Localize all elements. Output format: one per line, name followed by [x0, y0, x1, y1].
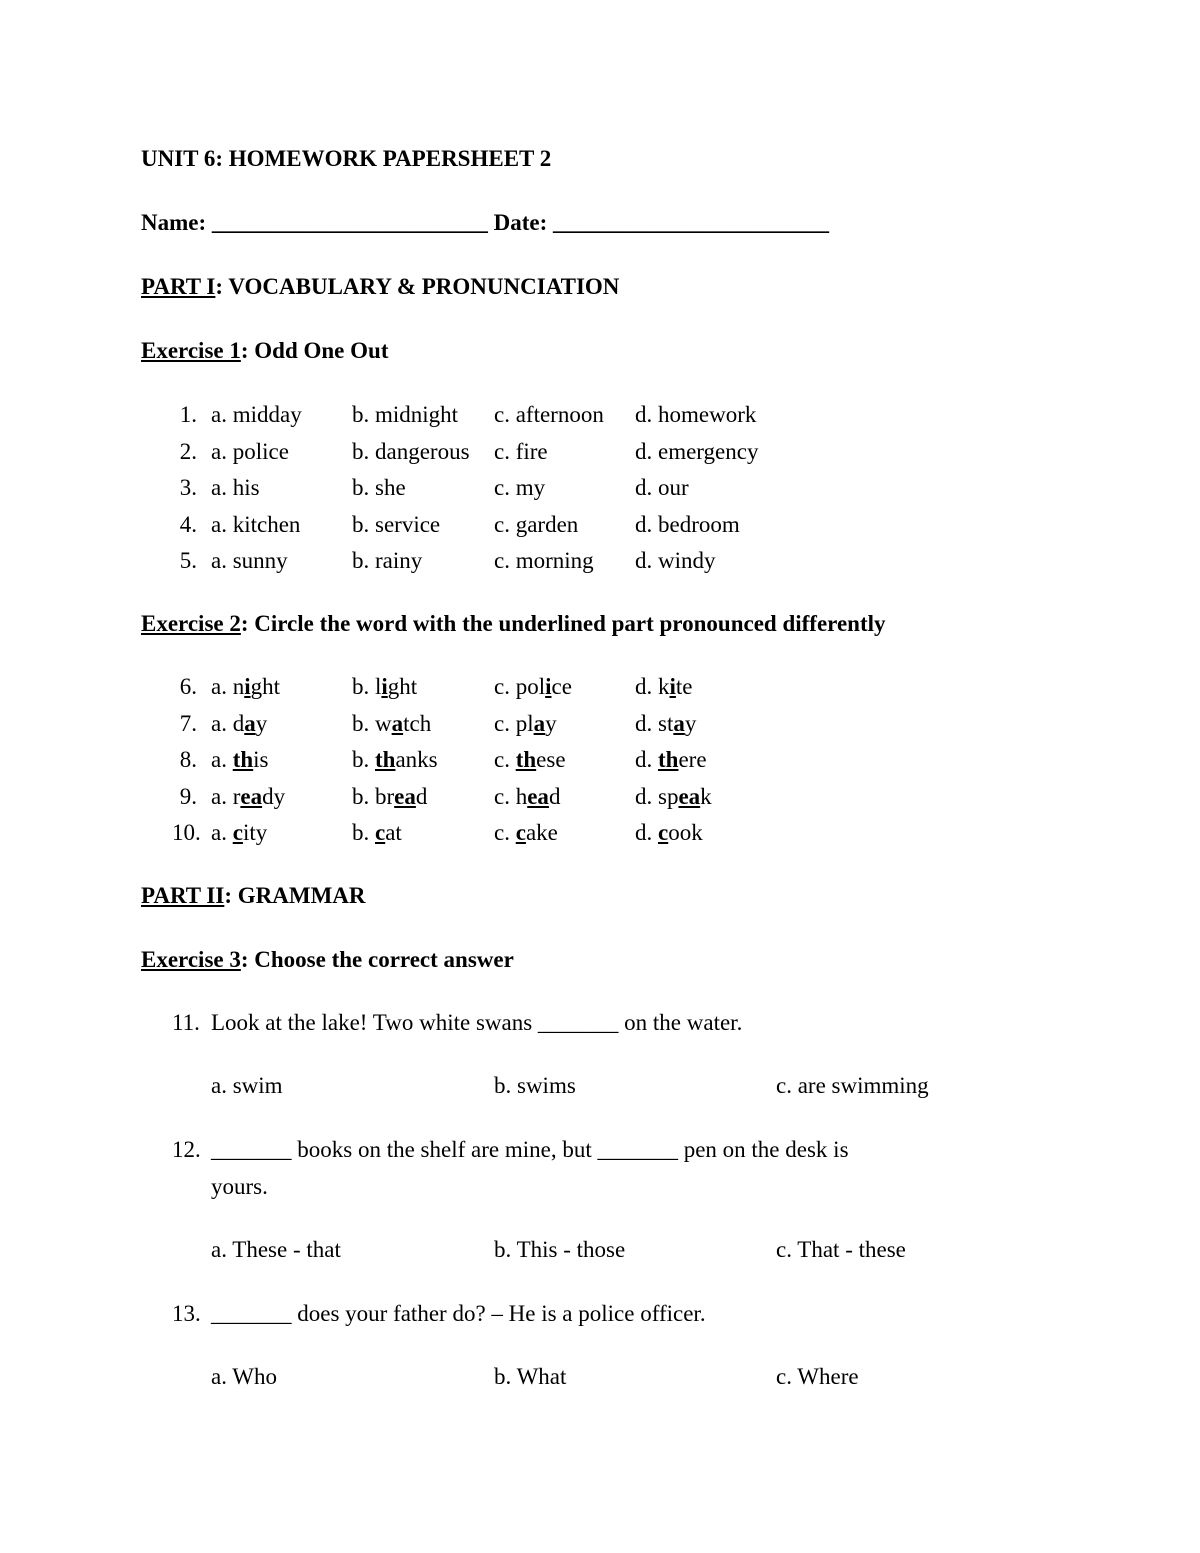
option-text: ght — [250, 674, 280, 699]
option-c[interactable] — [494, 820, 558, 846]
option-text: ere — [678, 747, 707, 772]
option-text: c. h — [494, 783, 528, 809]
item-number: 3. — [179, 475, 197, 500]
underlined-sound: i — [669, 674, 676, 699]
date-field[interactable]: ________________________ — [553, 210, 830, 235]
option-text: d. sp — [635, 783, 679, 809]
option-a[interactable]: a. midday — [211, 402, 302, 427]
underlined-sound: ea — [394, 783, 416, 809]
option-b[interactable] — [352, 784, 427, 810]
option-b[interactable] — [352, 747, 438, 773]
option-text: b. — [352, 820, 375, 845]
option-text: d — [548, 783, 561, 809]
option-b[interactable] — [352, 711, 431, 737]
option-d[interactable]: d. homework — [635, 402, 757, 427]
exercise2-heading — [141, 611, 886, 637]
answer-option-a[interactable]: a. Who — [211, 1364, 278, 1389]
underlined-sound: c — [658, 820, 669, 845]
option-b[interactable]: b. rainy — [352, 548, 423, 573]
part1-heading — [141, 274, 619, 300]
part2-rest: : GRAMMAR — [224, 883, 366, 908]
option-c[interactable] — [494, 784, 560, 810]
question-number: 12. — [172, 1137, 201, 1162]
underlined-sound: i — [381, 674, 388, 699]
option-text: d — [415, 783, 428, 809]
name-label: Name: — [141, 210, 207, 235]
answer-option-b[interactable]: b. What — [494, 1364, 567, 1389]
item-number: 4. — [179, 511, 197, 537]
underlined-sound: a — [244, 710, 256, 736]
option-text: at — [385, 820, 402, 845]
option-text: is — [253, 747, 269, 772]
underlined-sound: a — [533, 710, 546, 736]
option-text: dy — [262, 783, 286, 809]
option-a[interactable]: a. kitchen — [211, 511, 301, 537]
option-b[interactable]: b. service — [352, 511, 441, 537]
option-text: d. — [635, 747, 658, 772]
option-text: y — [255, 710, 268, 736]
page-title: UNIT 6: HOMEWORK PAPERSHEET 2 — [141, 146, 552, 171]
option-text: a. r — [211, 783, 241, 809]
option-c[interactable] — [494, 674, 572, 700]
item-number: 2. — [179, 438, 197, 464]
option-a[interactable] — [211, 711, 267, 737]
underlined-sound: th — [515, 747, 537, 772]
option-text: a. — [211, 747, 233, 772]
option-text: b. w — [352, 710, 392, 736]
answer-option-a[interactable]: a. These - that — [211, 1237, 341, 1262]
option-a[interactable] — [211, 820, 267, 846]
name-date-line — [141, 210, 829, 236]
underlined-sound: th — [232, 747, 254, 772]
underlined-sound: a — [391, 710, 404, 736]
option-d[interactable] — [635, 674, 693, 700]
question-text: _______ does your father do? – He is a police officer. — [211, 1301, 706, 1326]
option-a[interactable] — [211, 747, 269, 773]
option-text: d. st — [635, 710, 674, 736]
option-text: b. l — [352, 674, 382, 699]
option-text: d. — [635, 820, 658, 845]
answer-option-a[interactable]: a. swim — [211, 1073, 283, 1098]
option-d[interactable]: d. emergency — [635, 438, 759, 464]
option-text: k — [700, 783, 712, 809]
option-c[interactable]: c. afternoon — [494, 402, 604, 427]
underlined-sound: th — [658, 747, 679, 772]
option-d[interactable] — [635, 747, 707, 773]
item-number: 9. — [179, 783, 197, 809]
underlined-sound: ea — [678, 783, 701, 809]
option-d[interactable] — [635, 784, 712, 810]
underlined-sound: i — [545, 674, 552, 699]
underlined-sound: c — [375, 820, 386, 845]
item-number: 8. — [179, 747, 197, 772]
exercise2-label: Exercise 2 — [141, 611, 241, 636]
underlined-sound: i — [244, 674, 251, 699]
exercise3-heading — [141, 947, 514, 973]
exercise1-rest: : Odd One Out — [240, 338, 389, 363]
option-c[interactable]: c. garden — [494, 511, 579, 537]
option-text: te — [675, 674, 693, 699]
option-text: c. — [494, 820, 516, 845]
question-text: _______ books on the shelf are mine, but _______ pen on the desk is — [211, 1137, 849, 1162]
option-b[interactable]: b. she — [352, 475, 406, 500]
part1-rest: : VOCABULARY & PRONUNCIATION — [215, 274, 620, 299]
part1-label: PART I — [141, 274, 216, 299]
option-text: ce — [551, 674, 572, 699]
exercise1-heading — [141, 338, 388, 364]
exercise3-label: Exercise 3 — [141, 947, 241, 972]
option-a[interactable] — [211, 674, 280, 700]
question-number: 11. — [172, 1010, 200, 1035]
answer-option-c[interactable]: c. That - these — [776, 1237, 906, 1262]
answer-option-c[interactable]: c. are swimming — [776, 1073, 929, 1098]
part2-label: PART II — [141, 883, 225, 908]
option-text: tch — [403, 710, 432, 736]
item-number: 10. — [172, 820, 201, 845]
option-d[interactable]: d. our — [635, 475, 689, 500]
option-text: d. k — [635, 674, 670, 699]
name-field[interactable]: ________________________ — [211, 210, 488, 235]
option-text: c. pl — [494, 710, 534, 736]
option-text: ght — [387, 674, 418, 699]
item-number: 1. — [179, 402, 197, 427]
question-text-continued: yours. — [211, 1174, 268, 1199]
item-number: 5. — [179, 548, 197, 573]
option-text: ake — [525, 820, 558, 845]
answer-option-b[interactable]: b. swims — [494, 1073, 576, 1098]
option-d[interactable]: d. bedroom — [635, 511, 740, 537]
option-d[interactable] — [635, 711, 696, 737]
underlined-sound: c — [515, 820, 526, 845]
option-text: ook — [668, 820, 703, 845]
option-c[interactable] — [494, 747, 566, 773]
underlined-sound: ea — [527, 783, 549, 809]
question-text: Look at the lake! Two white swans _______ on the water. — [211, 1010, 743, 1035]
underlined-sound: c — [232, 820, 243, 845]
option-text: c. — [494, 747, 516, 772]
option-c[interactable]: c. morning — [494, 548, 594, 573]
option-a[interactable]: a. police — [211, 438, 289, 464]
option-text: a. d — [211, 710, 245, 736]
option-text: c. pol — [494, 674, 546, 699]
option-text: y — [545, 710, 557, 736]
option-b[interactable]: b. midnight — [352, 402, 459, 427]
option-text: ity — [242, 820, 268, 845]
option-text: anks — [395, 747, 438, 772]
option-text: a. — [211, 820, 233, 845]
option-a[interactable]: a. his — [211, 475, 260, 500]
option-c[interactable] — [494, 711, 557, 737]
underlined-sound: th — [375, 747, 396, 772]
underlined-sound: ea — [240, 783, 263, 809]
option-c[interactable]: c. my — [494, 475, 546, 500]
option-a[interactable] — [211, 784, 285, 810]
option-text: a. n — [211, 674, 245, 699]
option-d[interactable] — [635, 820, 703, 846]
option-c[interactable]: c. fire — [494, 438, 548, 464]
option-d[interactable]: d. windy — [635, 548, 716, 573]
item-number: 6. — [179, 674, 197, 699]
option-a[interactable]: a. sunny — [211, 548, 288, 573]
item-number: 7. — [179, 710, 197, 736]
option-text: ese — [536, 747, 566, 772]
underlined-sound: a — [673, 710, 685, 736]
exercise1-label: Exercise 1 — [141, 338, 241, 363]
answer-option-b[interactable]: b. This - those — [494, 1237, 626, 1262]
date-label: Date: — [493, 210, 548, 235]
exercise2-rest: : Circle the word with the underlined part pronounced differently — [240, 611, 886, 636]
option-text: b. — [352, 747, 375, 772]
exercise3-rest: : Choose the correct answer — [240, 947, 514, 972]
answer-option-c[interactable]: c. Where — [776, 1364, 859, 1389]
part2-heading — [141, 883, 366, 909]
option-text: y — [684, 710, 697, 736]
option-text: b. br — [352, 783, 395, 809]
question-number: 13. — [172, 1301, 201, 1326]
option-b[interactable]: b. dangerous — [352, 438, 470, 464]
option-b[interactable] — [352, 820, 402, 846]
option-b[interactable] — [352, 674, 417, 700]
